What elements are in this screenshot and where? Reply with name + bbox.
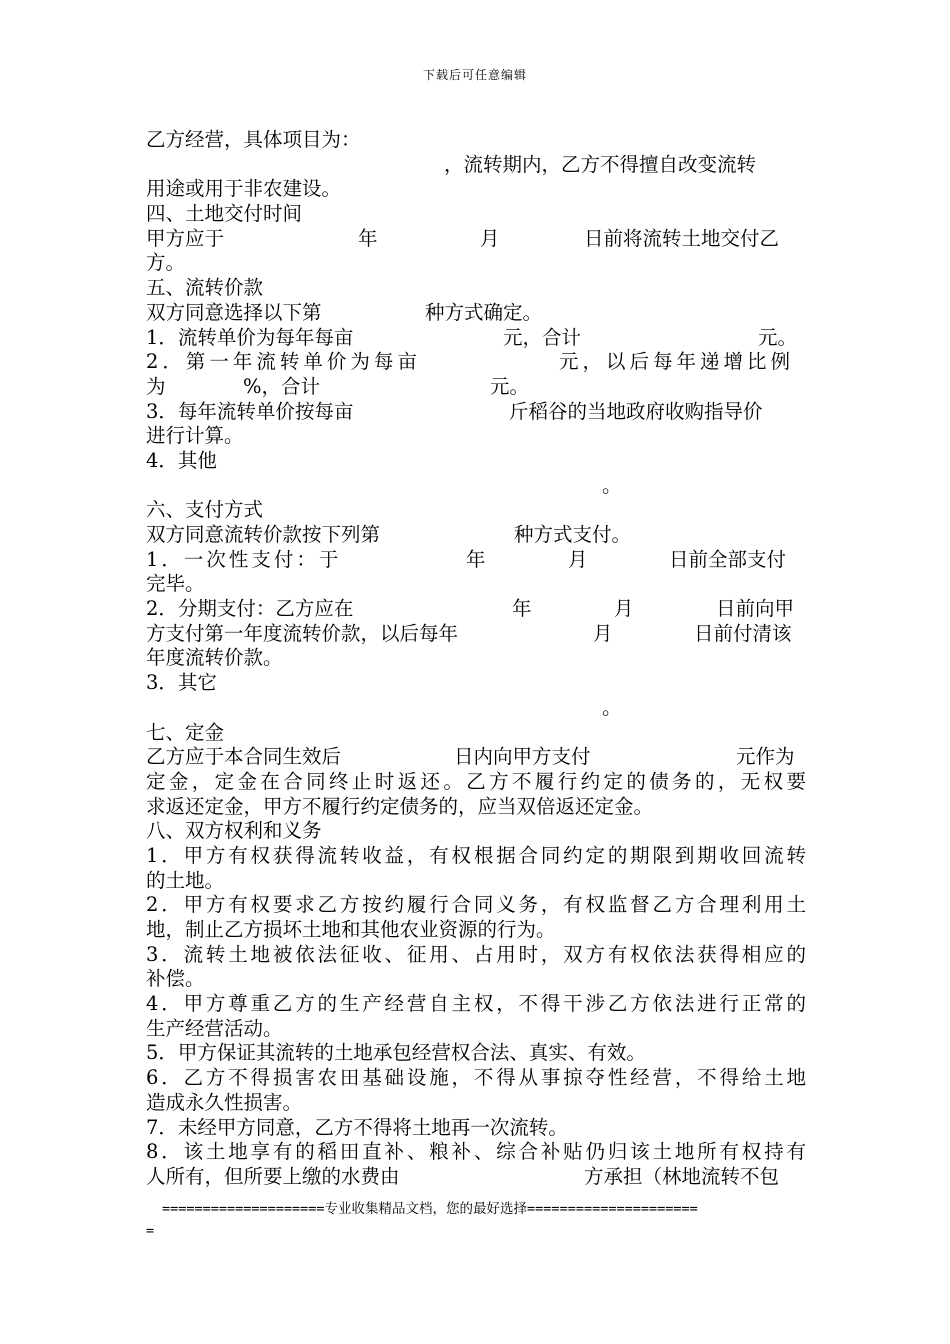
line-text: 造成永久性损害。 [146, 1090, 303, 1114]
text-line [146, 1165, 806, 1190]
line-text: 。 [602, 473, 622, 497]
text-line [146, 474, 806, 499]
section-heading [146, 498, 806, 523]
text-line [146, 869, 806, 894]
text-line [146, 844, 806, 869]
text-line [146, 1091, 806, 1116]
text-line [146, 449, 806, 474]
line-segment: 元。 [490, 374, 530, 398]
line-text: 3．其它 [146, 671, 217, 695]
heading-text: 五、流转价款 [146, 276, 264, 300]
line-segment: 乙方应于本合同生效后 [146, 745, 342, 769]
line-segment: 方支付第一年度流转价款，以后每年 [146, 621, 459, 645]
line-segment: 种方式支付。 [514, 523, 632, 546]
line-text: 年度流转价款。 [146, 646, 283, 670]
line-text: 3．流转土地被依法征收、征用、占用时，双方有权依法获得相应的 [146, 942, 806, 966]
line-text: 生产经营活动。 [146, 1016, 283, 1040]
line-text: 地，制止乙方损坏土地和其他农业资源的行为。 [146, 918, 556, 941]
text-line [146, 326, 806, 351]
line-segment: 元，合计 [503, 325, 582, 349]
line-text: 完毕。 [146, 572, 205, 596]
text-line [146, 177, 806, 202]
text-line [146, 350, 806, 375]
text-line [146, 992, 806, 1017]
line-segment: 为 [146, 374, 166, 398]
text-line [146, 227, 806, 252]
line-segment: 月 [568, 547, 588, 571]
line-segment: 斤稻谷的当地政府收购指导价 [509, 399, 763, 423]
line-segment: 日前付清该 [694, 621, 792, 645]
section-heading [146, 276, 806, 301]
text-line [146, 375, 806, 400]
footer-banner: ====================专业收集精品文档，您的最好选择===================== [162, 1201, 698, 1217]
heading-text: 七、定金 [146, 720, 225, 744]
text-line [146, 795, 806, 820]
line-text: 进行计算。 [146, 424, 244, 448]
line-text: 求返还定金，甲方不履行约定债务的，应当双倍返还定金。 [146, 794, 654, 818]
text-line [146, 523, 806, 548]
text-line [146, 572, 806, 597]
text-line [146, 1066, 806, 1091]
section-heading [146, 819, 806, 844]
line-segment: 月 [593, 621, 613, 645]
line-text: 1．甲方有权获得流转收益，有权根据合同约定的期限到期收回流转 [146, 843, 806, 867]
line-text: 4．甲方尊重乙方的生产经营自主权，不得干涉乙方依法进行正常的 [146, 992, 806, 1016]
text-line [146, 696, 806, 721]
text-line [146, 1017, 806, 1042]
text-line [146, 893, 806, 918]
text-line [146, 548, 806, 573]
line-text: 定金，定金在合同终止时返还。乙方不履行约定的债务的，无权要 [146, 769, 806, 793]
line-text: 的土地。 [146, 868, 225, 892]
line-segment: 方承担（林地流转不包 [584, 1164, 780, 1188]
text-line [146, 251, 806, 276]
line-text: 8．该土地享有的稻田直补、粮补、综合补贴仍归该土地所有权持有 [146, 1140, 806, 1164]
line-segment: 双方同意选择以下第 [146, 300, 322, 324]
line-text: 2．甲方有权要求乙方按约履行合同义务，有权监督乙方合理利用土 [146, 893, 806, 917]
text-line [146, 943, 806, 968]
text-line [146, 153, 806, 178]
line-text: ，流转期内，乙方不得擅自改变流转 [444, 152, 757, 176]
line-segment: 2．分期支付：乙方应在 [146, 597, 354, 621]
line-segment: 年 [358, 226, 378, 250]
page-header: 下载后可任意编辑 [422, 68, 527, 82]
text-line [146, 1041, 806, 1066]
text-line [146, 918, 806, 943]
line-segment: 2．第一年流转单价为每亩 [146, 350, 421, 374]
footer-continuation: = [146, 1223, 155, 1239]
line-segment: 元，以后每年递增比例 [559, 350, 795, 374]
heading-text: 六、支付方式 [146, 498, 264, 522]
line-segment: 日前向甲 [716, 597, 795, 621]
text-line [146, 1140, 806, 1165]
line-segment: 人所有，但所要上缴的水费由 [146, 1164, 400, 1188]
text-line [146, 967, 806, 992]
line-text: 7．未经甲方同意，乙方不得将土地再一次流转。 [146, 1115, 568, 1139]
heading-text: 四、土地交付时间 [146, 202, 303, 226]
line-segment: %，合计 [243, 374, 321, 398]
section-heading [146, 721, 806, 746]
line-segment: 1．流转单价为每年每亩 [146, 325, 354, 349]
text-line [146, 301, 806, 326]
line-text: 5．甲方保证其流转的土地承包经营权合法、真实、有效。 [146, 1041, 646, 1065]
line-text: 补偿。 [146, 967, 205, 991]
line-segment: 甲方应于 [146, 226, 225, 250]
line-text: 乙方经营，具体项目为： [146, 128, 361, 151]
line-segment: 日前将流转土地交付乙 [584, 226, 780, 250]
line-segment: 月 [614, 597, 634, 621]
section-heading [146, 202, 806, 227]
line-segment: 日前全部支付 [669, 547, 787, 571]
line-text: 。 [602, 695, 622, 719]
page-footer [146, 1198, 810, 1242]
line-segment: 3．每年流转单价按每亩 [146, 399, 354, 423]
line-text: 用途或用于非农建设。 [146, 177, 342, 201]
text-line [146, 646, 806, 671]
text-line [146, 671, 806, 696]
text-line [146, 622, 806, 647]
line-segment: 年 [466, 547, 486, 571]
line-text: 方。 [146, 251, 186, 275]
document-body [146, 128, 806, 1190]
line-segment: 月 [480, 226, 500, 250]
text-line [146, 770, 806, 795]
text-line [146, 745, 806, 770]
text-line [146, 1116, 806, 1141]
line-segment: 元。 [758, 325, 798, 349]
line-text: 4．其他 [146, 448, 217, 472]
line-segment: 双方同意流转价款按下列第 [146, 523, 381, 546]
line-text: 6．乙方不得损害农田基础设施，不得从事掠夺性经营，不得给土地 [146, 1066, 806, 1090]
line-segment: 元作为 [736, 745, 795, 769]
text-line [146, 597, 806, 622]
text-line [146, 128, 806, 153]
line-segment: 日内向甲方支付 [454, 745, 591, 769]
line-segment: 年 [512, 597, 532, 621]
text-line [146, 424, 806, 449]
line-segment: 1．一次性支付：于 [146, 547, 342, 571]
line-segment: 种方式确定。 [425, 300, 543, 324]
text-line [146, 400, 806, 425]
heading-text: 八、双方权利和义务 [146, 819, 322, 843]
